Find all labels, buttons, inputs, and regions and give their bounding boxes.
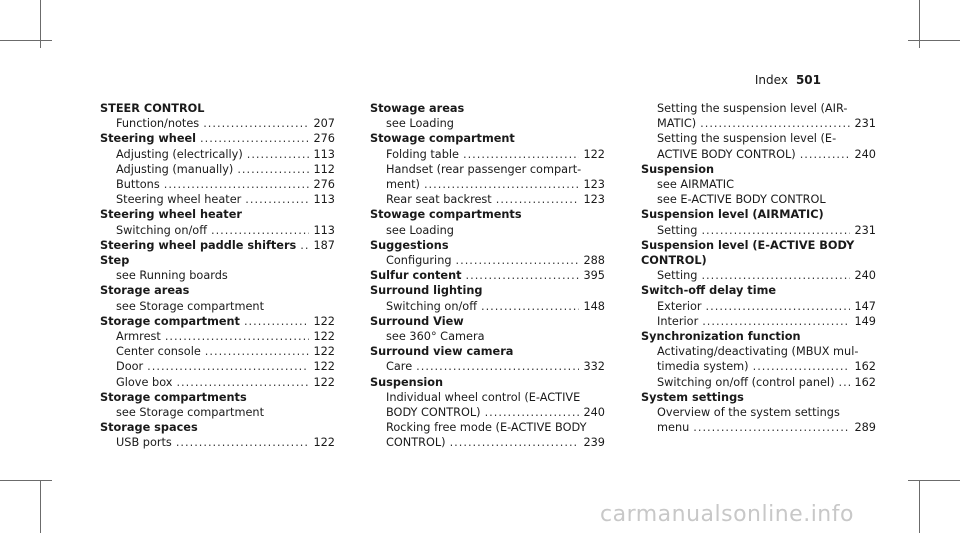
crop-mark [40, 480, 41, 533]
index-heading [641, 390, 876, 405]
leader-dots [237, 162, 309, 177]
leader-dots [300, 238, 309, 253]
index-heading [100, 131, 335, 146]
entry-page-ref[interactable]: 276 [313, 178, 335, 192]
leader-dots [702, 314, 850, 329]
leader-dots [424, 177, 579, 192]
index-heading [370, 101, 605, 116]
index-heading [100, 283, 335, 298]
index-subentry-line: Rocking free mode (E-ACTIVE BODY [386, 421, 587, 435]
entry-page-ref[interactable]: 276 [313, 132, 335, 146]
index-subentry [100, 299, 335, 314]
index-subentry [641, 116, 876, 131]
entry-label: Storage areas [100, 284, 190, 298]
leader-dots [706, 299, 850, 314]
entry-page-ref[interactable]: 289 [854, 421, 876, 435]
index-column-2 [370, 101, 605, 451]
leader-dots [245, 192, 309, 207]
entry-label: Setting [657, 269, 698, 283]
entry-page-ref[interactable]: 240 [854, 147, 876, 161]
entry-label: Exterior [657, 299, 702, 313]
entry-label: Glove box [116, 375, 173, 389]
entry-page-ref[interactable]: 231 [854, 117, 876, 131]
index-subentry [370, 329, 605, 344]
entry-page-ref[interactable]: 122 [313, 375, 335, 389]
index-column-3 [641, 101, 876, 435]
entry-page-ref[interactable]: 122 [583, 147, 605, 161]
index-heading [100, 314, 335, 329]
crop-mark [0, 480, 52, 481]
entry-label: CONTROL) [641, 254, 707, 268]
entry-label: see 360° Camera [386, 330, 485, 344]
entry-label: Setting [657, 223, 698, 237]
entry-label: see AIRMATIC [657, 178, 735, 192]
index-subentry [100, 116, 335, 131]
leader-dots [176, 435, 309, 450]
leader-dots [416, 359, 579, 374]
entry-label: Surround view camera [370, 345, 514, 359]
leader-dots [200, 131, 309, 146]
index-heading [370, 207, 605, 222]
entry-page-ref[interactable]: 239 [583, 436, 605, 450]
index-heading [641, 283, 876, 298]
entry-label: see Storage compartment [116, 299, 265, 313]
leader-dots [450, 435, 579, 450]
leader-dots [165, 329, 309, 344]
leader-dots [164, 177, 309, 192]
entry-label: Care [386, 360, 413, 374]
entry-label: Switch-off delay time [641, 284, 777, 298]
leader-dots [456, 253, 579, 268]
index-subentry [370, 192, 605, 207]
entry-label: Armrest [116, 330, 161, 344]
page-number: 501 [795, 73, 821, 87]
entry-label: ACTIVE BODY CONTROL) [657, 147, 796, 161]
entry-label: see Loading [386, 223, 454, 237]
entry-page-ref[interactable]: 148 [583, 299, 605, 313]
index-subentry [100, 268, 335, 283]
index-subentry [641, 420, 876, 435]
index-subentry-line: Setting the suspension level (E- [657, 132, 837, 146]
index-subentry [370, 435, 605, 450]
entry-label: Synchronization function [641, 330, 801, 344]
entry-label: Door [116, 360, 144, 374]
index-subentry [100, 192, 335, 207]
index-subentry [100, 223, 335, 238]
entry-label: USB ports [116, 436, 172, 450]
index-subentry [370, 405, 605, 420]
index-heading [100, 253, 335, 268]
entry-label: Steering wheel [100, 132, 197, 146]
index-subentry [370, 223, 605, 238]
leader-dots [247, 147, 309, 162]
index-heading [370, 131, 605, 146]
entry-label: Folding table [386, 147, 459, 161]
entry-label: Storage spaces [100, 421, 198, 435]
entry-page-ref[interactable]: 240 [583, 406, 605, 420]
index-subentry-line: Individual wheel control (E-ACTIVE [386, 390, 581, 404]
leader-dots [800, 147, 850, 162]
entry-label: Storage compartment [100, 314, 240, 328]
entry-label: Configuring [386, 254, 452, 268]
index-subentry [100, 405, 335, 420]
index-subentry [370, 147, 605, 162]
entry-page-ref[interactable]: 122 [313, 360, 335, 374]
entry-page-ref[interactable]: 149 [854, 314, 876, 328]
entry-page-ref[interactable]: 123 [583, 178, 605, 192]
entry-page-ref[interactable]: 122 [313, 345, 335, 359]
crop-mark [919, 480, 920, 533]
leader-dots [211, 223, 309, 238]
entry-page-ref[interactable]: 147 [854, 299, 876, 313]
leader-dots [466, 268, 579, 283]
entry-label: Suspension level (AIRMATIC) [641, 208, 824, 222]
index-subentry [641, 268, 876, 283]
entry-page-ref[interactable]: 112 [313, 162, 335, 176]
entry-label: Center console [116, 345, 201, 359]
crop-mark [908, 480, 960, 481]
entry-label: Buttons [116, 178, 160, 192]
leader-dots [205, 344, 309, 359]
index-heading [100, 238, 335, 253]
leader-dots [203, 116, 309, 131]
entry-label: Switching on/off [116, 223, 207, 237]
entry-label: Suspension [641, 162, 715, 176]
entry-page-ref[interactable]: 240 [854, 269, 876, 283]
entry-label: Stowage compartment [370, 132, 515, 146]
index-heading-line: Suspension level (E-ACTIVE BODY [641, 238, 855, 252]
entry-page-ref[interactable]: 231 [854, 223, 876, 237]
entry-label: Steering wheel heater [116, 193, 242, 207]
leader-dots [496, 192, 579, 207]
entry-label: Stowage compartments [370, 208, 522, 222]
section-label: Index [754, 73, 788, 87]
entry-page-ref[interactable]: 288 [583, 254, 605, 268]
index-subentry [641, 177, 876, 192]
index-heading [100, 207, 335, 222]
entry-label: see Storage compartment [116, 406, 265, 420]
entry-page-ref[interactable]: 332 [583, 360, 605, 374]
index-subentry [370, 253, 605, 268]
entry-label: see Loading [386, 117, 454, 131]
entry-label: Suspension [370, 375, 444, 389]
entry-label: Surround View [370, 314, 464, 328]
leader-dots [147, 359, 309, 374]
entry-page-ref[interactable]: 162 [854, 375, 876, 389]
index-heading [370, 375, 605, 390]
leader-dots [701, 223, 850, 238]
index-subentry [100, 344, 335, 359]
entry-label: Stowage areas [370, 102, 465, 115]
index-heading [370, 283, 605, 298]
index-subentry [370, 116, 605, 131]
entry-label: ment) [386, 178, 420, 192]
index-subentry-line: Handset (rear passenger compart- [386, 162, 582, 176]
index-subentry [641, 223, 876, 238]
index-subentry [641, 299, 876, 314]
entry-label: Adjusting (manually) [116, 162, 234, 176]
entry-label: Function/notes [116, 117, 200, 131]
entry-label: Rear seat backrest [386, 193, 492, 207]
index-subentry [641, 314, 876, 329]
index-subentry [370, 177, 605, 192]
entry-label: Storage compartments [100, 390, 247, 404]
entry-label: Interior [657, 314, 699, 328]
index-subentry [641, 375, 876, 390]
index-subentry [641, 147, 876, 162]
index-column-1 [100, 101, 335, 451]
entry-page-ref[interactable]: 187 [313, 238, 335, 252]
index-heading [100, 390, 335, 405]
leader-dots [481, 299, 579, 314]
entry-label: Switching on/off [386, 299, 477, 313]
entry-page-ref[interactable]: 395 [583, 269, 605, 283]
entry-label: Surround lighting [370, 284, 483, 298]
entry-page-ref[interactable]: 113 [313, 193, 335, 207]
index-subentry [100, 435, 335, 450]
index-subentry [100, 329, 335, 344]
entry-label: STEER CONTROL [100, 102, 205, 115]
leader-dots [244, 314, 309, 329]
entry-label: CONTROL) [386, 436, 446, 450]
index-subentry [100, 162, 335, 177]
index-heading [641, 207, 876, 222]
leader-dots [485, 405, 579, 420]
entry-label: timedia system) [657, 360, 749, 374]
entry-page-ref[interactable]: 123 [583, 193, 605, 207]
entry-label: Adjusting (electrically) [116, 147, 243, 161]
running-header [755, 73, 821, 87]
index-subentry-line: Overview of the system settings [657, 406, 840, 420]
entry-page-ref[interactable]: 122 [313, 330, 335, 344]
leader-dots [838, 375, 850, 390]
entry-label: MATIC) [657, 117, 697, 131]
entry-label: Steering wheel paddle shifters [100, 238, 297, 252]
index-heading [100, 101, 335, 116]
index-subentry [100, 147, 335, 162]
entry-label: System settings [641, 390, 744, 404]
index-heading [370, 238, 605, 253]
index-heading [641, 329, 876, 344]
index-subentry-line: Setting the suspension level (AIR- [657, 102, 848, 115]
entry-label: see Running boards [116, 269, 228, 283]
entry-label: Switching on/off (control panel) [657, 375, 835, 389]
entry-page-ref[interactable]: 113 [313, 147, 335, 161]
leader-dots [176, 375, 309, 390]
index-subentry [641, 359, 876, 374]
index-heading [370, 344, 605, 359]
entry-label: Steering wheel heater [100, 208, 242, 222]
leader-dots [701, 268, 850, 283]
index-heading [370, 314, 605, 329]
entry-label: Sulfur content [370, 269, 462, 283]
index-subentry [100, 375, 335, 390]
watermark: carmanualsonline.info [600, 502, 854, 527]
index-subentry [100, 359, 335, 374]
entry-page-ref[interactable]: 162 [854, 360, 876, 374]
leader-dots [693, 420, 850, 435]
leader-dots [700, 116, 850, 131]
crop-mark [0, 40, 52, 41]
entry-page-ref[interactable]: 207 [313, 117, 335, 131]
index-subentry-line: Activating/deactivating (MBUX mul- [657, 345, 859, 359]
leader-dots [463, 147, 579, 162]
entry-label: BODY CONTROL) [386, 406, 481, 420]
entry-label: Step [100, 254, 130, 268]
entry-page-ref[interactable]: 122 [313, 314, 335, 328]
index-subentry [370, 299, 605, 314]
entry-page-ref[interactable]: 113 [313, 223, 335, 237]
entry-label: Suggestions [370, 238, 449, 252]
index-subentry [641, 192, 876, 207]
index-heading [370, 268, 605, 283]
leader-dots [753, 359, 850, 374]
index-heading [100, 420, 335, 435]
index-heading [641, 253, 876, 268]
index-subentry [370, 359, 605, 374]
crop-mark [908, 40, 960, 41]
entry-label: menu [657, 421, 690, 435]
entry-label: see E-ACTIVE BODY CONTROL [657, 193, 826, 207]
entry-page-ref[interactable]: 122 [313, 436, 335, 450]
index-heading [641, 162, 876, 177]
index-subentry [100, 177, 335, 192]
